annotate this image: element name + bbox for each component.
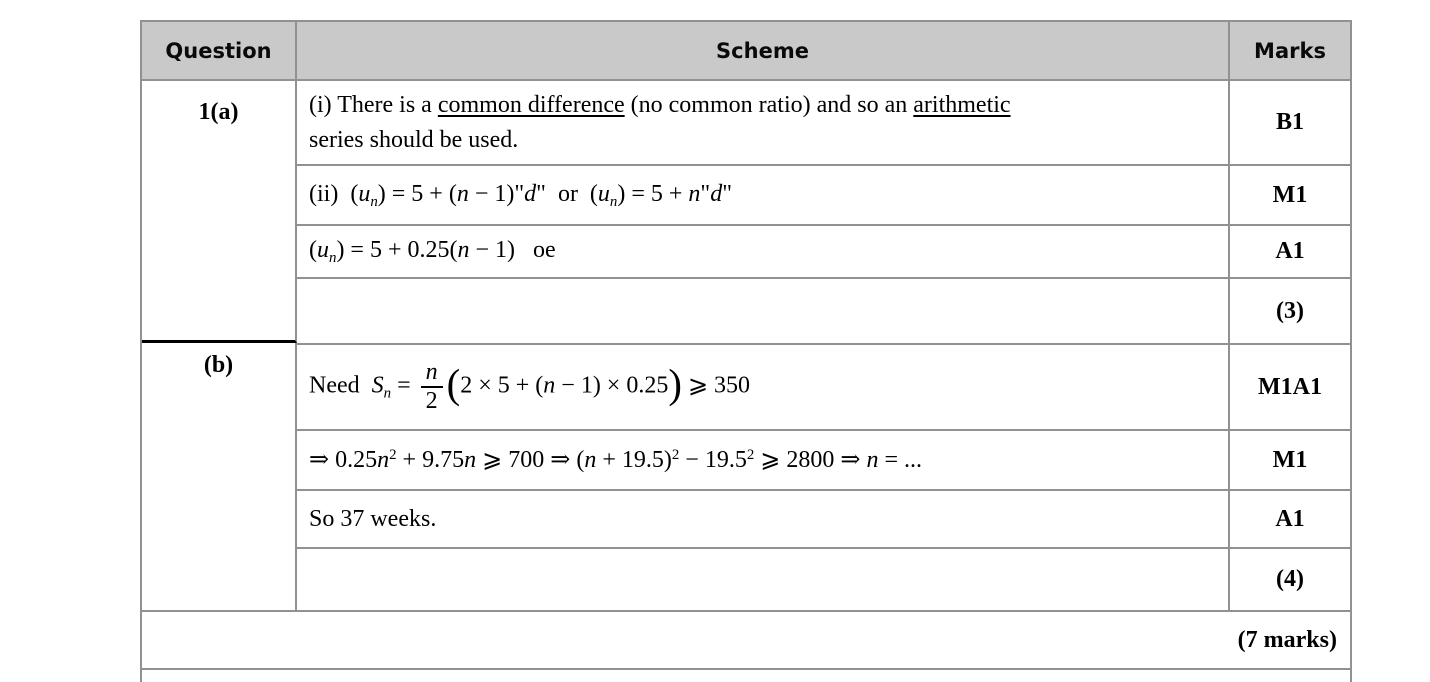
marks-cell: A1 — [1230, 226, 1352, 279]
marks-cell: M1A1 — [1230, 345, 1352, 431]
marks-cell: M1 — [1230, 431, 1352, 491]
table-row — [297, 431, 1352, 491]
marks-cell: M1 — [1230, 166, 1352, 226]
table-row — [297, 345, 1352, 431]
question-column — [142, 81, 297, 612]
table-body — [142, 81, 1352, 612]
scheme-cell — [297, 279, 1230, 345]
scheme-cell: So 37 weeks. — [297, 491, 1230, 549]
question-label: (b) — [203, 352, 234, 378]
question-cell-1a — [142, 81, 297, 343]
question-cell-b — [142, 343, 297, 612]
next-table-partial-row — [142, 670, 1352, 682]
table-row — [297, 549, 1352, 612]
marks-cell: A1 — [1230, 491, 1352, 549]
scheme-cell — [297, 549, 1230, 612]
table-row — [297, 279, 1352, 345]
marks-cell: (4) — [1230, 549, 1352, 612]
total-marks-cell: (7 marks) — [142, 612, 1352, 670]
scheme-marks-column — [297, 81, 1352, 612]
total-marks-row — [142, 612, 1352, 670]
header-cell-scheme: Scheme — [297, 22, 1230, 81]
header-cell-marks: Marks — [1230, 22, 1352, 81]
scheme-cell: $(u_n) = 5 + 0.25(n - 1)$ oe — [297, 226, 1230, 279]
table-row — [297, 81, 1352, 166]
next-table-partial-cell — [142, 670, 1352, 682]
table-row — [297, 166, 1352, 226]
table-header-row — [142, 22, 1352, 81]
marks-cell: B1 — [1230, 81, 1352, 166]
scheme-cell: (ii) $(u_n) = 5 + (n$ − 1)"d" or $(u_n) = 5$ + n"d" — [297, 166, 1230, 226]
marks-cell: (3) — [1230, 279, 1352, 345]
scheme-cell: (i) There is a common difference (no common ratio) and so an arithmetic series should be used. — [297, 81, 1230, 166]
table-row — [297, 226, 1352, 279]
mark-scheme-table — [140, 20, 1352, 682]
table-row — [297, 491, 1352, 549]
scheme-cell: Need $S_n$ = $\frac{n}{2}$ (2 × 5 + (n − 1) × 0.25) ⩾ 350 — [297, 345, 1230, 431]
scheme-cell: ⇒ $0.25n^2 + 9.75n$ ⩾ 700 ⇒ $(n + 19.5)^2 - 19.5^2$ ⩾ 2800 ⇒ n = ... — [297, 431, 1230, 491]
question-label: 1(a) — [198, 99, 239, 125]
header-cell-question: Question — [142, 22, 297, 81]
fraction: $\frac{n}{2}$ — [421, 360, 443, 414]
